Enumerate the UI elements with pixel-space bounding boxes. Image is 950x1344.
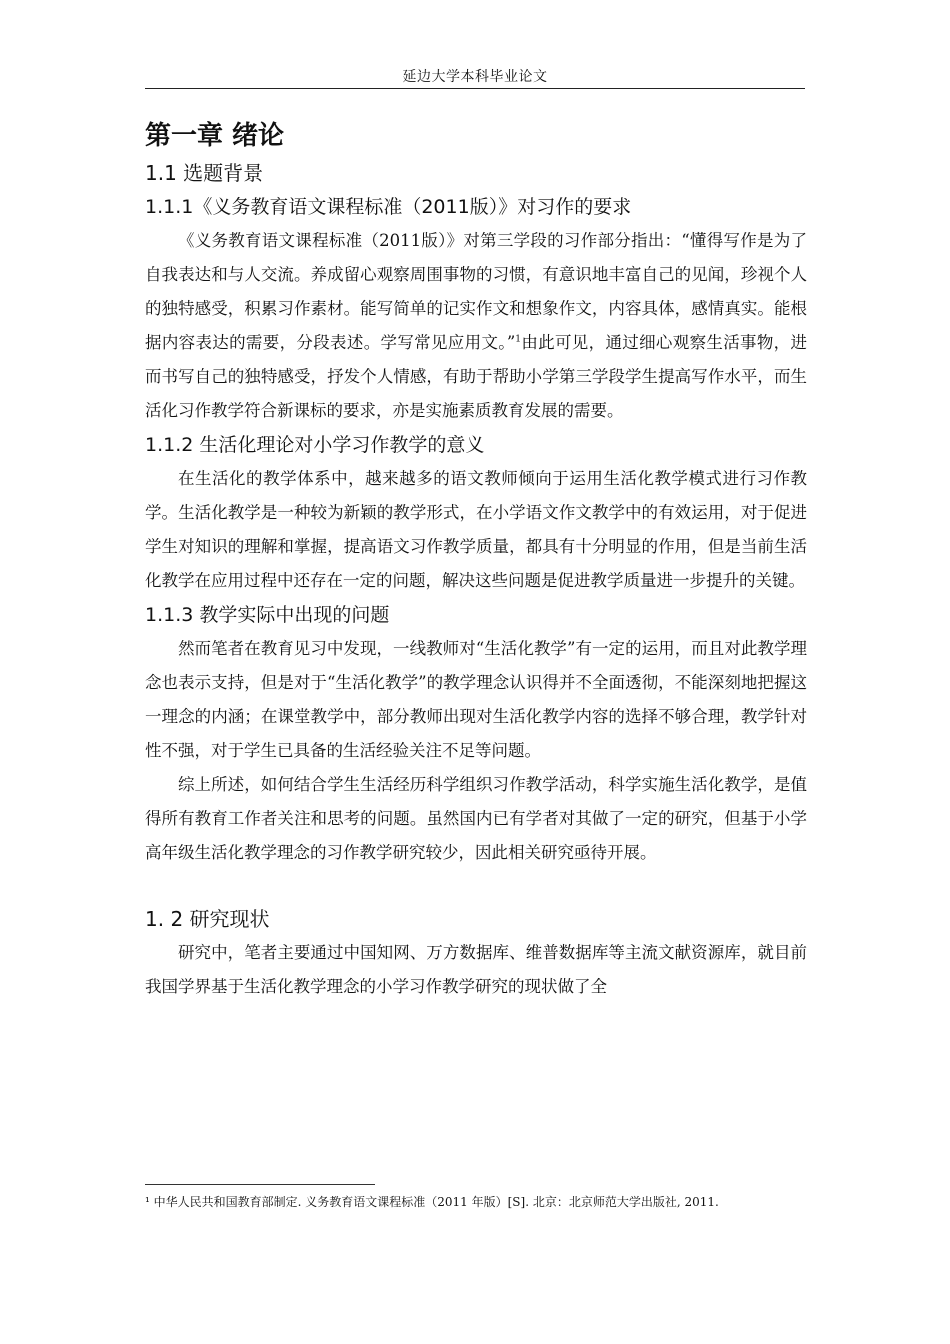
paragraph-life-theory: 在生活化的教学体系中，越来越多的语文教师倾向于运用生活化教学模式进行习作教学。生活化教学是一种较为新颖的教学形式，在小学语文作文教学中的有效运用，对于促进学生对知识的理解和掌握，提高语文习作教学质量，都具有十分明显的作用，但是当前生活化教学在应用过程中还存在一定的问题，解决这些问题是促进教学质量进一步提升的关键。 (145, 469, 807, 590)
footnote-reference: 1 (515, 334, 522, 345)
section-spacer (145, 870, 825, 902)
footnote-rule (145, 1184, 375, 1185)
chapter-title: 第一章 绪论 (145, 121, 285, 151)
paragraph-text: 《义务教育语文课程标准（2011版）》对第三学段的习作部分指出：“懂得写作是为了自我表达和与人交流。养成留心观察周围事物的习惯，有意识地丰富自己的见闻，珍视个人的独特感受，积累习作素材。能写简单的记实作文和想象作文，内容具体，感情真实。能根据内容表达的需要，分段表述。学写常见应用文。” (145, 231, 807, 352)
paragraph-text: 由此可见，通过细心观察生活事物，进而书写自己的独特感受，抒发个人情感，有助于帮助小学第三学段学生提高写作水平，而生活化习作教学符合新课标的要求，亦是实施素质教育发展的需要。 (145, 333, 807, 420)
subsection-title-1-1-2: 1.1.2 生活化理论对小学习作教学的意义 (145, 434, 485, 456)
paragraph-practice-problems: 然而笔者在教育见习中发现，一线教师对“生活化教学”有一定的运用，而且对此教学理念也表示支持，但是对于“生活化教学”的教学理念认识得并不全面透彻，不能深刻地把握这一理念的内涵；在课堂教学中，部分教师出现对生活化教学内容的选择不够合理，教学针对性不强，对于学生已具备的生活经验关注不足等问题。 (145, 639, 807, 760)
running-header: 延边大学本科毕业论文 (402, 69, 548, 85)
section-title-1-2: 1. 2 研究现状 (145, 907, 270, 931)
subsection-title-1-1-3: 1.1.3 教学实际中出现的问题 (145, 604, 390, 626)
section-title-1-1: 1.1 选题背景 (145, 161, 264, 185)
paragraph-research-status: 研究中，笔者主要通过中国知网、万方数据库、维普数据库等主流文献资源库，就目前我国学界基于生活化教学理念的小学习作教学研究的现状做了全 (145, 943, 807, 996)
paragraph-curriculum-standard (145, 224, 807, 428)
footnote: ¹ 中华人民共和国教育部制定. 义务教育语文课程标准（2011 年版）[S]. 北京：北京师范大学出版社, 2011. (145, 1195, 719, 1209)
document-body (145, 116, 825, 1004)
subsection-title-1-1-1: 1.1.1《义务教育语文课程标准（2011版）》对习作的要求 (145, 196, 632, 218)
header-rule (145, 88, 805, 89)
paragraph-summary: 综上所述，如何结合学生生活经历科学组织习作教学活动，科学实施生活化教学，是值得所有教育工作者关注和思考的问题。虽然国内已有学者对其做了一定的研究，但基于小学高年级生活化教学理念的习作教学研究较少，因此相关研究亟待开展。 (145, 775, 807, 862)
